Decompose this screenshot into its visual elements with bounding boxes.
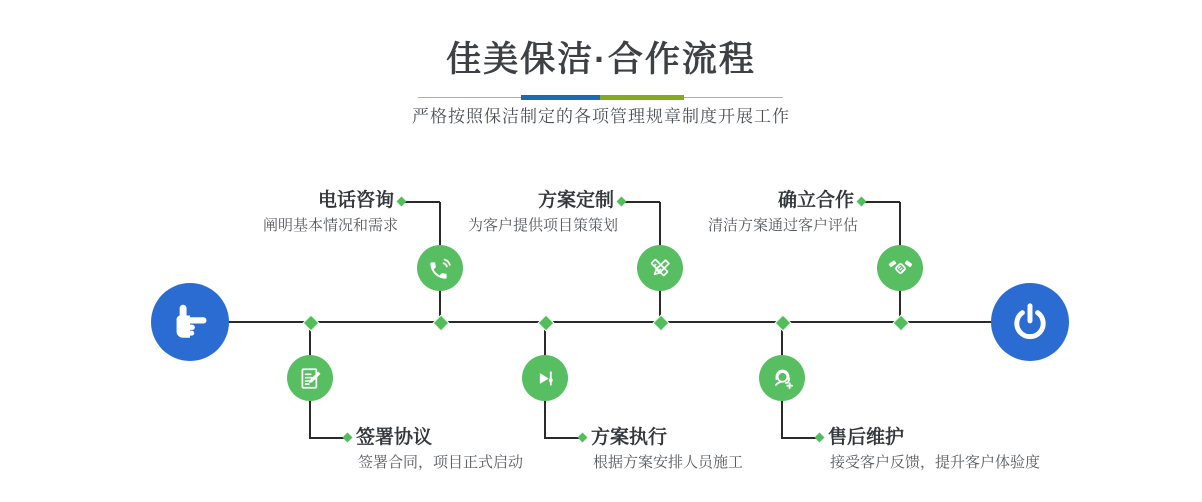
handshake-icon <box>887 255 914 282</box>
label-node <box>857 197 867 207</box>
divider-green-segment <box>600 95 684 100</box>
label-node <box>343 433 353 443</box>
step-title: 确立合作 <box>777 190 854 211</box>
step-desc: 根据方案安排人员施工 <box>593 454 744 471</box>
step-node <box>287 355 333 401</box>
step-desc: 签署合同，项目正式启动 <box>358 454 524 471</box>
label-node <box>578 433 588 443</box>
connector-line <box>862 201 900 203</box>
step-title: 签署协议 <box>356 427 433 448</box>
timeline-node <box>433 315 450 332</box>
power-icon <box>1008 300 1052 344</box>
step-desc: 阐明基本情况和需求 <box>262 217 398 234</box>
page-title: 佳美保洁·合作流程 <box>446 40 756 79</box>
page-subtitle: 严格按照保洁制定的各项管理规章制度开展工作 <box>412 107 790 126</box>
play-icon <box>532 365 559 392</box>
step-title: 电话咨询 <box>317 190 394 211</box>
timeline-node <box>775 315 792 332</box>
step-node <box>417 245 463 291</box>
step-node <box>522 355 568 401</box>
step-desc: 为客户提供项目策策划 <box>467 217 618 234</box>
phone-icon <box>427 255 454 282</box>
timeline-node <box>538 315 555 332</box>
step-title: 方案执行 <box>591 427 668 448</box>
label-node <box>617 197 627 207</box>
divider-blue-segment <box>521 95 600 100</box>
step-desc: 清洁方案通过客户评估 <box>707 217 858 234</box>
timeline-node <box>893 315 910 332</box>
step-title: 方案定制 <box>537 190 614 211</box>
step-node <box>637 245 683 291</box>
step-node <box>877 245 923 291</box>
step-desc: 接受客户反馈，提升客户体验度 <box>830 454 1041 471</box>
start-node <box>151 283 229 361</box>
step-title: 售后维护 <box>828 427 905 448</box>
timeline-node <box>303 315 320 332</box>
pencil-ruler-icon <box>647 255 674 282</box>
headset-plus-icon <box>769 365 796 392</box>
timeline-node <box>653 315 670 332</box>
end-node <box>991 283 1069 361</box>
label-node <box>815 433 825 443</box>
document-pen-icon <box>297 365 324 392</box>
label-node <box>397 197 407 207</box>
step-node <box>759 355 805 401</box>
pointing-hand-icon <box>167 299 213 345</box>
